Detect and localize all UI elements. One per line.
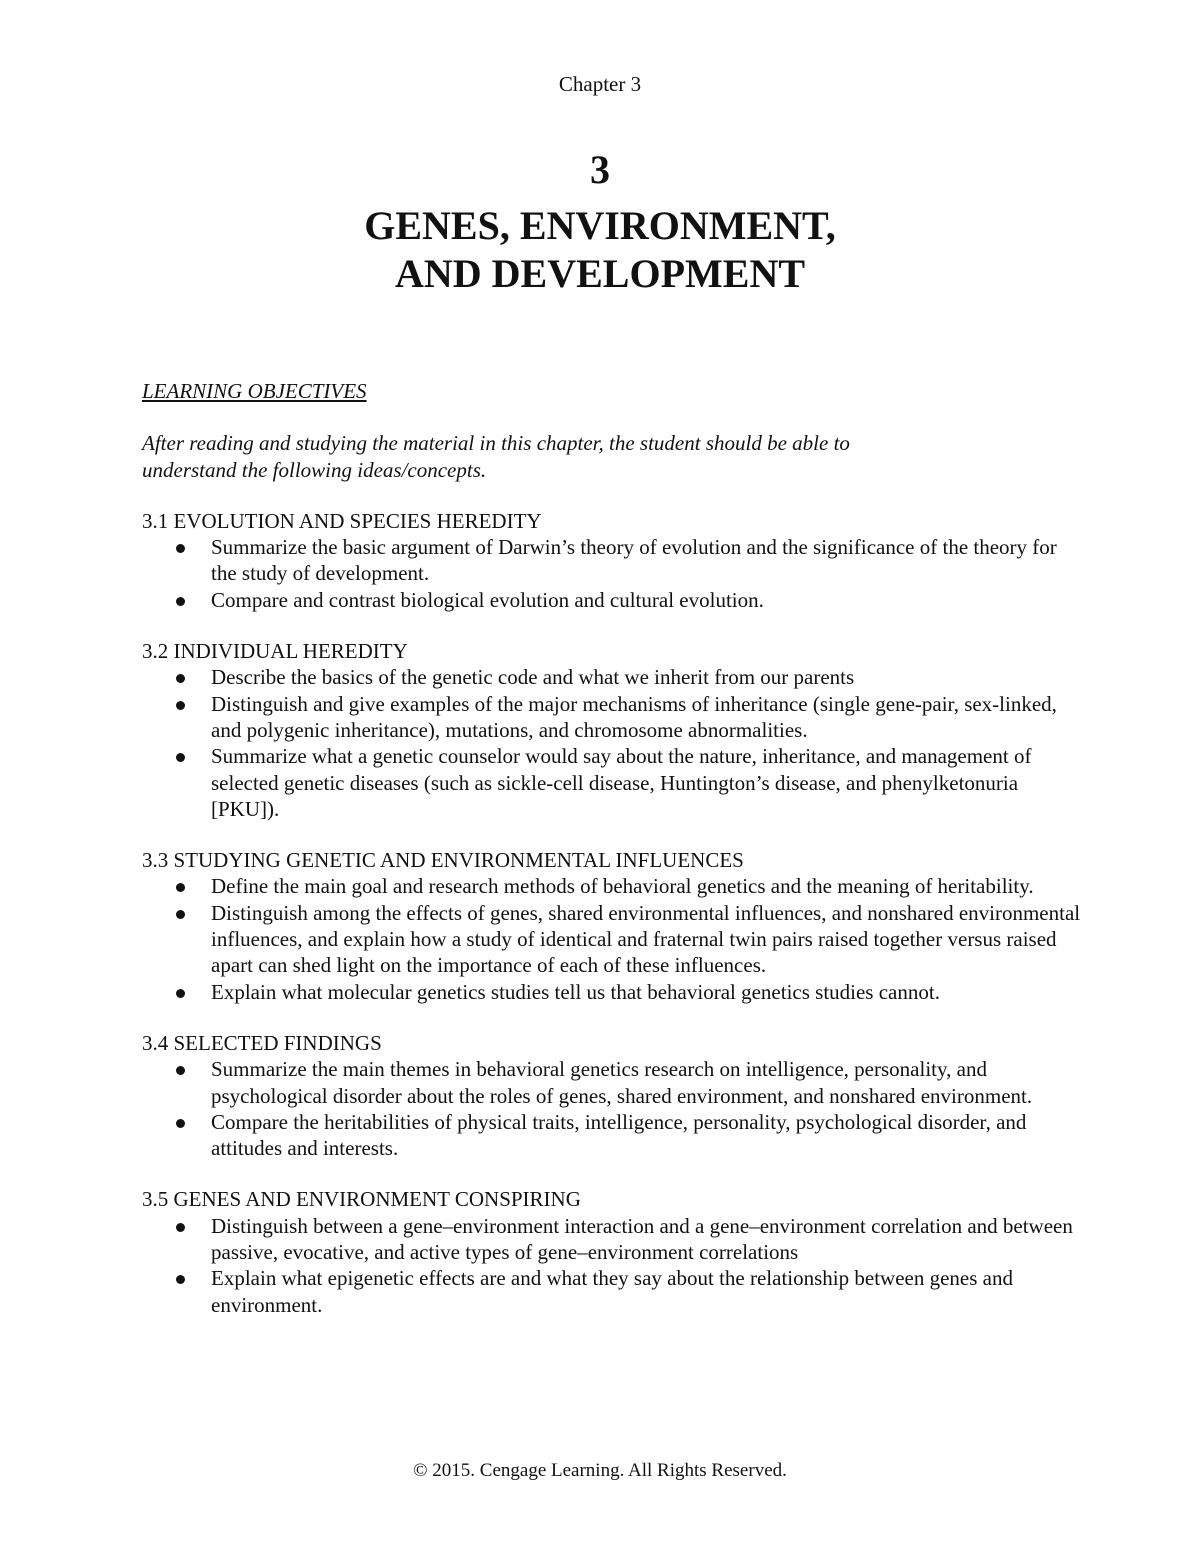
objective-text: Summarize what a genetic counselor would say about the nature, inheritance, and management of selected genetic diseases (such as sickle-cell disease, Huntington’s disease, and phenylketonuria [PKU]). (211, 744, 1032, 821)
objective-text: Distinguish among the effects of genes, shared environmental influences, and nonshared environmental influences, and explain how a study of identical and fraternal twin pairs raised together versus raised apart can shed light on the importance of each of these influences. (211, 900, 1081, 978)
objective-list (142, 1056, 1082, 1161)
intro-line-2: understand the following ideas/concepts. (142, 457, 487, 482)
objective-item (142, 587, 1082, 613)
bullet-icon (176, 989, 185, 998)
objective-text: Distinguish and give examples of the major mechanisms of inheritance (single gene-pair, sex-linked, and polygenic inheritance), mutations, and chromosome abnormalities. (211, 691, 1057, 742)
section-heading: 3.4 SELECTED FINDINGS (142, 1030, 382, 1055)
objective-text: Distinguish between a gene–environment interaction and a gene–environment correlation and between passive, evocative, and active types of gene–environment correlations (211, 1213, 1073, 1265)
learning-objectives-intro (142, 430, 1082, 483)
chapter-title (0, 202, 1200, 298)
learning-objectives-heading: LEARNING OBJECTIVES (142, 379, 367, 403)
chapter-number: 3 (590, 147, 610, 192)
objective-text: Explain what epigenetic effects are and what they say about the relationship between genes and environment. (211, 1266, 1013, 1317)
objective-item (142, 1056, 1082, 1109)
objective-list (142, 873, 1082, 1004)
objective-text: Summarize the main themes in behavioral genetics research on intelligence, personality, and psychological disorder about the roles of genes, shared environment, and nonshared environment. (211, 1057, 1033, 1108)
intro-line-1: After reading and studying the material in this chapter, the student should be able to (142, 431, 850, 456)
objective-item (142, 979, 1082, 1005)
copyright-footer: © 2015. Cengage Learning. All Rights Reserved. (413, 1460, 787, 1481)
objective-item (142, 691, 1082, 744)
section-heading: 3.2 INDIVIDUAL HEREDITY (142, 639, 408, 664)
objective-list (142, 664, 1082, 822)
objective-list (142, 534, 1082, 613)
objective-section-3-5 (142, 1186, 1082, 1317)
objective-item (142, 664, 1082, 690)
chapter-title-line-2: AND DEVELOPMENT (394, 251, 806, 296)
objective-item (142, 873, 1082, 899)
bullet-icon (176, 1223, 185, 1232)
learning-objectives (142, 378, 1082, 1343)
bullet-icon (176, 1066, 185, 1075)
objective-text: Compare the heritabilities of physical traits, intelligence, personality, psychological disorder, and attitudes and interests. (211, 1109, 1027, 1161)
objective-list (142, 1213, 1082, 1318)
objective-text: Define the main goal and research methods of behavioral genetics and the meaning of heritability. (211, 874, 1034, 899)
objective-item (142, 900, 1082, 979)
objective-section-3-4 (142, 1030, 1082, 1161)
objective-section-3-2 (142, 638, 1082, 822)
objective-item (142, 743, 1082, 822)
bullet-icon (176, 597, 185, 606)
objective-text: Compare and contrast biological evolution and cultural evolution. (211, 587, 764, 612)
bullet-icon (176, 1119, 185, 1128)
objective-text: Explain what molecular genetics studies tell us that behavioral genetics studies cannot. (211, 979, 940, 1004)
objective-section-3-3 (142, 847, 1082, 1005)
bullet-icon (176, 883, 185, 892)
chapter-title-line-1: GENES, ENVIRONMENT, (364, 203, 836, 248)
bullet-icon (176, 1275, 185, 1284)
objective-section-3-1 (142, 508, 1082, 613)
bullet-icon (176, 910, 185, 919)
bullet-icon (176, 701, 185, 710)
bullet-icon (176, 674, 185, 683)
objective-item (142, 534, 1082, 587)
bullet-icon (176, 753, 185, 762)
objective-text: Summarize the basic argument of Darwin’s theory of evolution and the significance of the theory for the study of development. (211, 535, 1057, 586)
section-heading: 3.3 STUDYING GENETIC AND ENVIRONMENTAL INFLUENCES (142, 848, 744, 873)
section-heading: 3.5 GENES AND ENVIRONMENT CONSPIRING (142, 1187, 581, 1212)
section-heading: 3.1 EVOLUTION AND SPECIES HEREDITY (142, 508, 542, 533)
objective-item (142, 1265, 1082, 1318)
running-head: Chapter 3 (558, 72, 642, 96)
objective-item (142, 1109, 1082, 1162)
objective-item (142, 1213, 1082, 1266)
bullet-icon (176, 544, 185, 553)
objective-text: Describe the basics of the genetic code and what we inherit from our parents (211, 665, 855, 690)
